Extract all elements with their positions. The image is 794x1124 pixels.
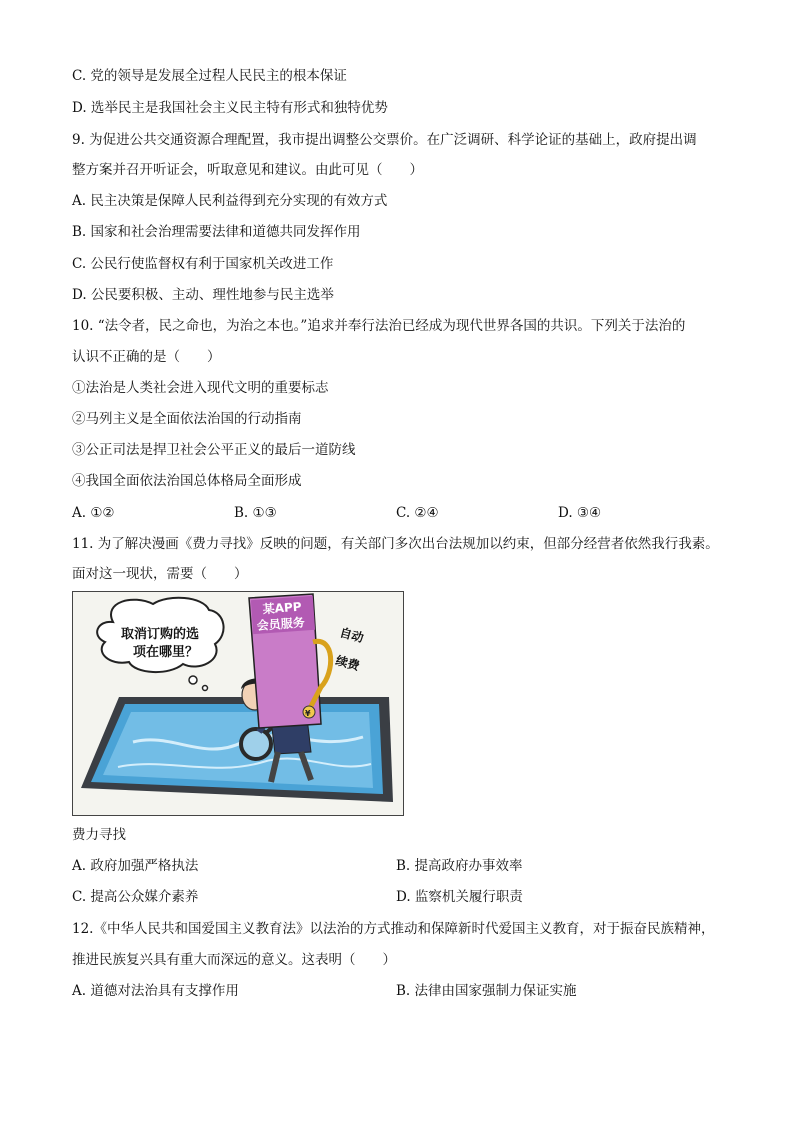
q11-option-d: D. 监察机关履行职责 (396, 889, 523, 905)
q12-stem-line-1: 12.《中华人民共和国爱国主义教育法》以法治的方式推动和保障新时代爱国主义教育，对于振奋民族精神， (72, 921, 715, 937)
q12-option-b: B. 法律由国家强制力保证实施 (396, 983, 577, 999)
q12-option-a: A. 道德对法治具有支撑作用 (72, 983, 239, 999)
phone-illustration (81, 697, 393, 802)
q10-item-2: ②马列主义是全面依法治国的行动指南 (72, 411, 302, 427)
app-sign-line-2: 会员服务 (256, 615, 306, 633)
q10-stem-line-1: 10. “法令者，民之命也，为治之本也。”追求并奉行法治已经成为现代世界各国的共识。下列关于法治的 (72, 318, 686, 334)
q10-option-d: D. ③④ (558, 505, 602, 521)
cartoon-image (72, 591, 404, 816)
auto-renew-label-1: 自动 (338, 625, 366, 646)
q11-option-b: B. 提高政府办事效率 (396, 858, 523, 874)
speech-text-line-2: 项在哪里？ (133, 645, 199, 660)
q10-item-4: ④我国全面依法治国总体格局全面形成 (72, 473, 302, 489)
q9-stem-line-1: 9. 为促进公共交通资源合理配置，我市提出调整公交票价。在广泛调研、科学论证的基础上，政府提出调 (72, 132, 697, 148)
q10-option-c: C. ②④ (396, 505, 439, 521)
speech-text-line-1: 取消订购的选 (121, 627, 200, 642)
app-sign-line-1: 某APP (262, 599, 303, 617)
q10-item-1: ①法治是人类社会进入现代文明的重要标志 (72, 380, 329, 396)
q9-option-b: B. 国家和社会治理需要法律和道德共同发挥作用 (72, 224, 361, 240)
q10-option-a: A. ①② (72, 505, 115, 521)
q11-option-a: A. 政府加强严格执法 (72, 858, 199, 874)
q11-stem-line-2: 面对这一现状，需要（ ） (72, 566, 248, 582)
q8-option-d: D. 选举民主是我国社会主义民主特有形式和独特优势 (72, 100, 388, 116)
q10-option-b: B. ①③ (234, 505, 277, 521)
q10-item-3: ③公正司法是捍卫社会公平正义的最后一道防线 (72, 442, 356, 458)
q9-option-a: A. 民主决策是保障人民利益得到充分实现的有效方式 (72, 193, 388, 209)
q11-cartoon-caption: 费力寻找 (72, 827, 126, 843)
q11-stem-line-1: 11. 为了解决漫画《费力寻找》反映的问题，有关部门多次出台法规加以约束，但部分经营者依然我行我素。 (72, 536, 719, 552)
yuan-icon: ¥ (305, 709, 311, 718)
q11-option-c: C. 提高公众媒介素养 (72, 889, 199, 905)
auto-renew-label-2: 续费 (334, 653, 362, 674)
q10-stem-line-2: 认识不正确的是（ ） (72, 349, 221, 365)
q9-stem-line-2: 整方案并召开听证会，听取意见和建议。由此可见（ ） (72, 162, 423, 178)
q9-option-d: D. 公民要积极、主动、理性地参与民主选举 (72, 287, 334, 303)
q8-option-c: C. 党的领导是发展全过程人民民主的根本保证 (72, 68, 347, 84)
q12-stem-line-2: 推进民族复兴具有重大而深远的意义。这表明（ ） (72, 952, 396, 968)
q9-option-c: C. 公民行使监督权有利于国家机关改进工作 (72, 256, 334, 272)
